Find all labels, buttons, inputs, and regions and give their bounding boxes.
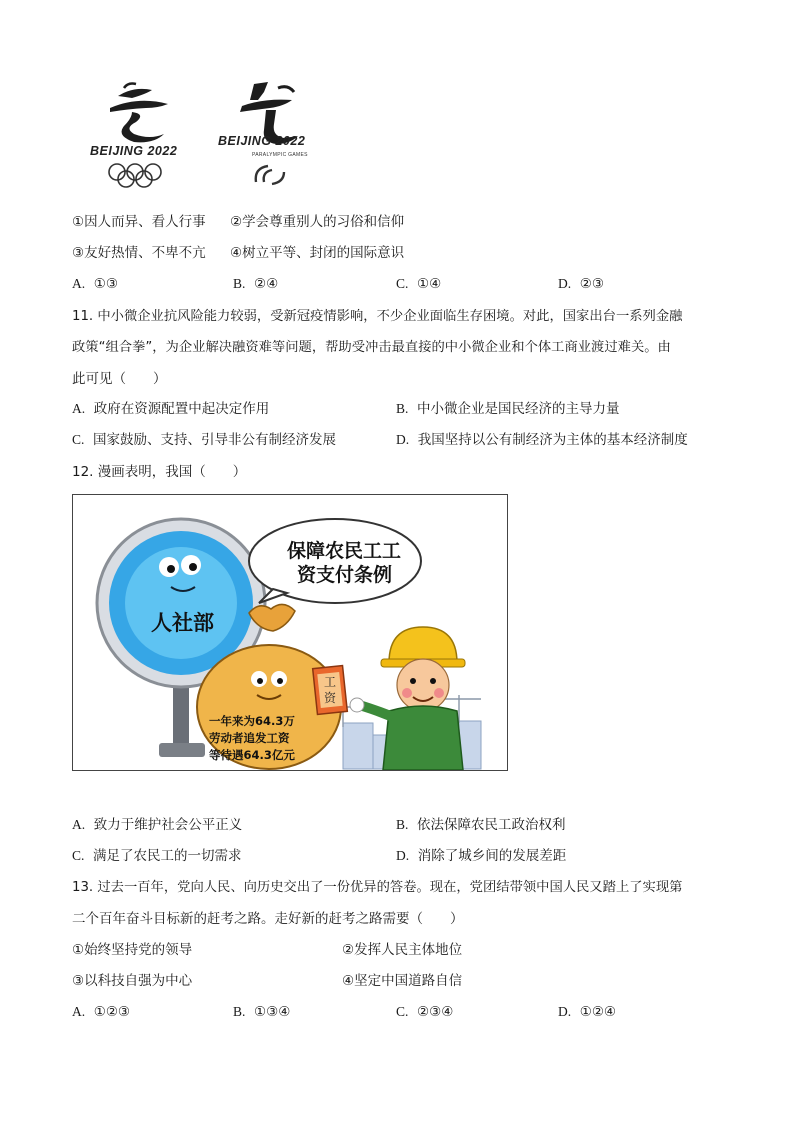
option-text: 依法保障农民工政治权利 xyxy=(416,817,566,833)
option-text: ②③ xyxy=(579,276,604,292)
q11-option-a[interactable] xyxy=(72,399,269,419)
olympic-dragon-mark xyxy=(88,78,194,148)
option-letter: A. xyxy=(72,401,86,416)
option-text: 致力于维护社会公平正义 xyxy=(93,817,243,833)
q12-stem: 12. 漫画表明，我国（ ） xyxy=(72,464,247,480)
option-text: 我国坚持以公有制经济为主体的基本经济制度 xyxy=(417,432,688,448)
q13-statement-1: ①始终坚持党的领导 xyxy=(72,942,193,958)
option-text: ②③④ xyxy=(416,1004,454,1020)
option-letter: B. xyxy=(396,817,409,832)
q10-option-c[interactable] xyxy=(396,274,441,294)
q10-statement-3: ③友好热情、不卑不亢 xyxy=(72,245,206,261)
q10-statement-2: ②学会尊重别人的习俗和信仰 xyxy=(230,214,405,230)
option-letter: B. xyxy=(233,276,246,291)
option-letter: C. xyxy=(396,276,409,291)
wage-char-1: 工 xyxy=(324,675,337,689)
option-text: ①②④ xyxy=(579,1004,617,1020)
option-text: 政府在资源配置中起决定作用 xyxy=(93,401,270,417)
option-text: 消除了城乡间的发展差距 xyxy=(417,848,567,864)
q13-option-b[interactable] xyxy=(233,1002,290,1022)
q12-cartoon xyxy=(72,494,508,771)
option-text: ①③ xyxy=(93,276,118,292)
wage-envelope xyxy=(313,666,348,715)
bubble-line-2: 资支付条例 xyxy=(297,564,393,586)
q10-option-d[interactable] xyxy=(558,274,604,294)
q13-statement-3: ③以科技自强为中心 xyxy=(72,973,193,989)
paralympic-emblem xyxy=(214,78,326,190)
q13-statement-4: ④坚定中国道路自信 xyxy=(342,973,463,989)
option-letter: C. xyxy=(396,1004,409,1019)
q13-stem-line-1: 13. 过去一百年，党向人民、向历史交出了一份优异的答卷。现在，党团结带领中国人民又踏上了实现第 xyxy=(72,880,683,895)
paralympic-agitos-icon xyxy=(250,160,290,190)
option-letter: C. xyxy=(72,848,85,863)
bag-line-2: 劳动者追发工资 xyxy=(209,731,290,745)
q13-option-c[interactable] xyxy=(396,1002,453,1022)
option-letter: D. xyxy=(558,1004,572,1019)
option-text: ①③④ xyxy=(253,1004,291,1020)
q12-option-d[interactable] xyxy=(396,846,566,866)
lens-label: 人社部 xyxy=(151,611,214,635)
option-letter: D. xyxy=(558,276,572,291)
q11-stem-line-3: 此可见（ ） xyxy=(72,371,167,387)
bag-line-3: 等待遇64.3亿元 xyxy=(209,748,295,762)
q10-statement-1: ①因人而异、看人行事 xyxy=(72,214,206,230)
option-letter: A. xyxy=(72,1004,86,1019)
q12-option-b[interactable] xyxy=(396,815,565,835)
q13-option-a[interactable] xyxy=(72,1002,130,1022)
cartoon-illustration xyxy=(73,495,507,770)
option-text: 国家鼓励、支持、引导非公有制经济发展 xyxy=(92,432,336,448)
q10-option-a[interactable] xyxy=(72,274,118,294)
option-letter: A. xyxy=(72,276,86,291)
paralympic-emblem-text: BEIJING 2022 xyxy=(218,134,306,148)
option-letter: D. xyxy=(396,432,410,447)
q11-option-b[interactable] xyxy=(396,399,619,419)
q10-statement-4: ④树立平等、封闭的国际意识 xyxy=(230,245,405,261)
paralympic-emblem-subtext: PARALYMPIC GAMES xyxy=(252,152,308,158)
option-letter: B. xyxy=(396,401,409,416)
q11-option-c[interactable] xyxy=(72,430,336,450)
option-letter: C. xyxy=(72,432,85,447)
q13-option-d[interactable] xyxy=(558,1002,616,1022)
option-letter: D. xyxy=(396,848,410,863)
olympic-emblem-text: BEIJING 2022 xyxy=(90,144,178,158)
option-letter: A. xyxy=(72,817,86,832)
option-text: ①②③ xyxy=(93,1004,131,1020)
q13-statement-2: ②发挥人民主体地位 xyxy=(342,942,463,958)
q11-stem-line-2: 政策“组合拳”，为企业解决融资难等问题，帮助受冲击最直接的中小微企业和个体工商业渡过难关。由 xyxy=(72,340,671,355)
option-text: ②④ xyxy=(253,276,279,292)
olympic-rings-icon xyxy=(106,162,176,188)
option-text: ①④ xyxy=(416,276,442,292)
q13-stem-line-2: 二个百年奋斗目标新的赶考之路。走好新的赶考之路需要（ ） xyxy=(72,911,464,927)
option-text: 中小微企业是国民经济的主导力量 xyxy=(416,401,620,417)
bag-line-1: 一年来为64.3万 xyxy=(209,714,295,728)
olympic-emblem xyxy=(88,78,194,190)
q12-option-c[interactable] xyxy=(72,846,241,866)
wage-char-2: 资 xyxy=(324,691,337,705)
q11-option-d[interactable] xyxy=(396,430,688,450)
q11-stem-line-1: 11. 中小微企业抗风险能力较弱，受新冠疫情影响，不少企业面临生存困境。对此，国家出台一系列金融 xyxy=(72,309,683,324)
option-text: 满足了农民工的一切需求 xyxy=(92,848,242,864)
bubble-line-1: 保障农民工工 xyxy=(287,540,402,562)
q12-option-a[interactable] xyxy=(72,815,242,835)
option-letter: B. xyxy=(233,1004,246,1019)
q10-option-b[interactable] xyxy=(233,274,278,294)
